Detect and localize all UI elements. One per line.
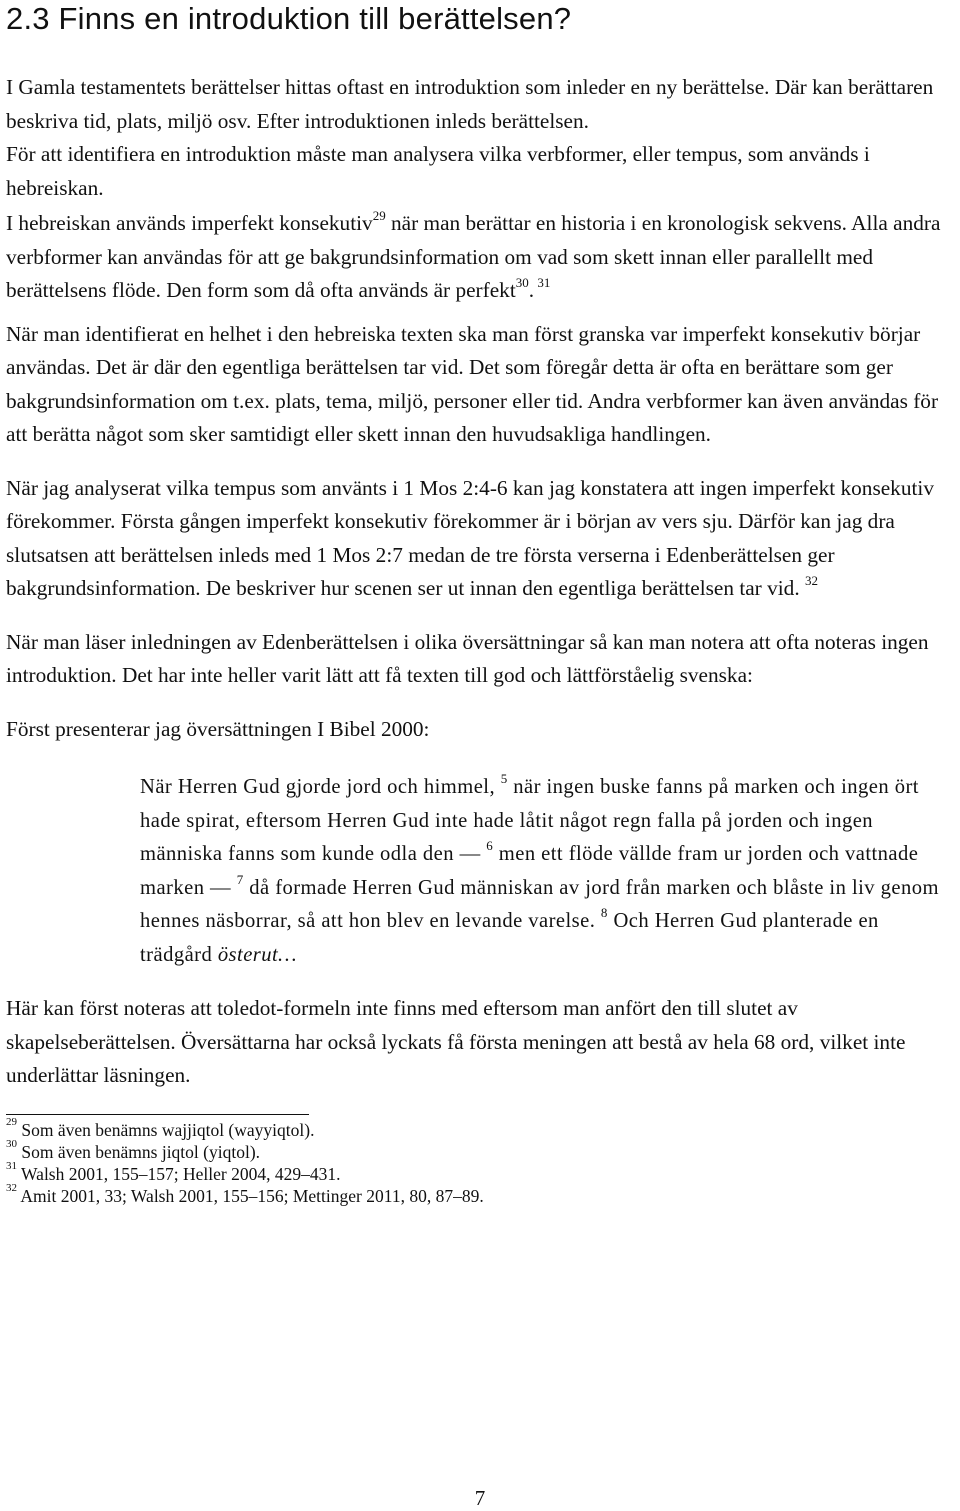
footnote-number: 30 bbox=[6, 1137, 17, 1150]
verse-number-5: 5 bbox=[500, 771, 508, 787]
paragraph-hebrew-verbs bbox=[6, 207, 956, 308]
quote-text-d: då formade Herren Gud människan av jord från marken och blåste in liv genom hennes näsborrar, så att hon blev en levande varelse. bbox=[140, 876, 939, 932]
p3-text-b: när man berättar en historia i en kronologisk sekvens. Alla andra verbformer kan användas för att ge bakgrundsinformation om vad som skett innan eller parallellt med berättelsens flöde. Den form som då ofta används är perfekt bbox=[6, 211, 941, 302]
footnote-text: Som även benämns wajjiqtol (wayyiqtol). bbox=[17, 1119, 315, 1140]
paragraph-toledot: Här kan först noteras att toledot-formeln inte finns med eftersom man anfört den till slutet av skapelseberättelsen. Översättarna har också lyckats få första meningen att bestå av hela 68 ord, vilket inte underlättar läsningen. bbox=[6, 996, 906, 1087]
paragraph-identify-whole: När man identifierat en helhet i den hebreiska texten ska man först granska var imperfekt konsekutiv börjar användas. Det är där den egentliga berättelsen tar vid. Det som föregår detta är ofta en berättare som ger bakgrundsinformation om t.ex. plats, tema, miljö, personer eller tid. Andra verbformer kan även användas för att berätta något som sker samtidigt eller skett innan den huvudsakliga handlingen. bbox=[6, 321, 939, 446]
footnote-ref-29[interactable]: 29 bbox=[372, 207, 386, 223]
paragraph-intro: I Gamla testamentets berättelser hittas oftast en introduktion som inleder en ny berättelse. Där kan berättaren beskriva tid, plats, miljö osv. Efter introduktionen inleds berättelsen. bbox=[6, 75, 934, 133]
verse-number-8: 8 bbox=[600, 905, 608, 921]
p5-text: När jag analyserat vilka tempus som använts i 1 Mos 2:4-6 kan jag konstatera att ingen imperfekt konsekutiv förekommer. Första gången imperfekt konsekutiv förekommer är i början av vers sju. Därför kan jag dra slutsatsen att berättelsen inleds med 1 Mos 2:7 medan de tre första verserna i Edenberättelsen ger bakgrundsinformation. De beskriver hur scenen ser ut innan den egentliga berättelsen tar vid. bbox=[6, 475, 934, 600]
paragraph-translations: När man läser inledningen av Edenberättelsen i olika översättningar så kan man notera att ofta noteras ingen introduktion. Det har inte heller varit lätt att få texten till god och lättförståelig svenska: bbox=[6, 629, 929, 687]
p3-text-c: . bbox=[528, 278, 535, 302]
footnote-number: 32 bbox=[6, 1181, 17, 1194]
quote-text-a: När Herren Gud gjorde jord och himmel, bbox=[140, 776, 501, 798]
paragraph-analysis bbox=[6, 472, 956, 606]
quote-text-b: när ingen buske fanns på marken och ingen ört hade spirat, eftersom Herren Gud inte hade låtit något regn falla på jorden och ingen människa fanns som kunde odla den — bbox=[140, 776, 919, 865]
footnote-30 bbox=[6, 1137, 956, 1163]
section-heading: 2.3 Finns en introduktion till berättelsen? bbox=[6, 1, 572, 36]
quote-text-e: Och Herren Gud planterade en trädgård bbox=[140, 910, 879, 966]
footnote-ref-31[interactable]: 31 bbox=[534, 274, 551, 290]
footnote-29 bbox=[6, 1115, 956, 1141]
quote-text-c: men ett flöde vällde fram ur jorden och vattnade marken — bbox=[140, 843, 919, 899]
footnote-text: Som även benämns jiqtol (yiqtol). bbox=[17, 1141, 261, 1162]
paragraph-bibel-2000: Först presenterar jag översättningen I Bibel 2000: bbox=[6, 716, 430, 741]
footnote-number: 31 bbox=[6, 1159, 17, 1172]
verse-number-6: 6 bbox=[486, 838, 494, 854]
footnote-text: Amit 2001, 33; Walsh 2001, 155–156; Mettinger 2011, 80, 87–89. bbox=[17, 1185, 484, 1206]
document-page bbox=[6, 0, 956, 1207]
footnote-ref-30[interactable]: 30 bbox=[515, 274, 529, 290]
bible-quote bbox=[140, 771, 950, 972]
paragraph-identify: För att identifiera en introduktion måste man analysera vilka verbformer, eller tempus, som används i hebreiskan. bbox=[6, 142, 870, 200]
footnotes bbox=[6, 1115, 956, 1207]
footnote-text: Walsh 2001, 155–157; Heller 2004, 429–431. bbox=[17, 1163, 341, 1184]
footnote-number: 29 bbox=[6, 1115, 17, 1128]
footnote-separator bbox=[6, 1114, 309, 1115]
footnote-32 bbox=[6, 1181, 956, 1207]
verse-number-7: 7 bbox=[236, 871, 244, 887]
p3-text-a: I hebreiskan används imperfekt konsekutiv bbox=[6, 211, 373, 235]
footnote-ref-32[interactable]: 32 bbox=[804, 572, 818, 588]
page-number: 7 bbox=[474, 1486, 486, 1510]
footnote-31 bbox=[6, 1159, 956, 1185]
quote-text-italic: österut… bbox=[217, 943, 297, 966]
